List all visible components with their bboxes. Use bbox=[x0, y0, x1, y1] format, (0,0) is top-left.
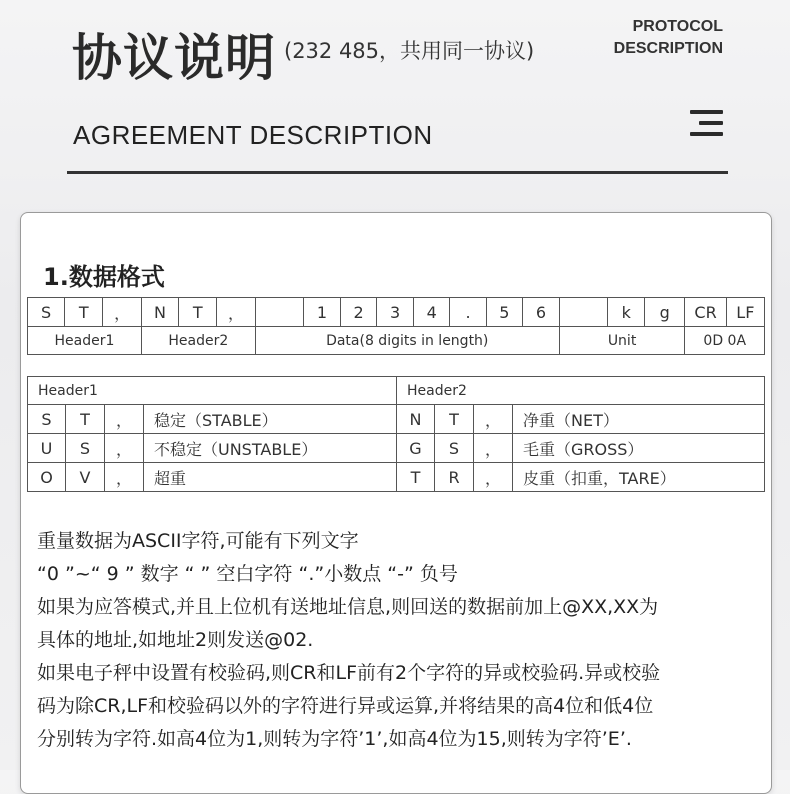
code-char: ， bbox=[105, 463, 144, 492]
code-char: ， bbox=[105, 434, 144, 463]
note-line: 如果为应答模式,并且上位机有送地址信息,则回送的数据前加上@XX,XX为 bbox=[37, 596, 659, 618]
code-description: 超重 bbox=[144, 463, 397, 492]
format-cell: ， bbox=[103, 298, 142, 327]
note-line: 具体的地址,如地址2则发送@02. bbox=[37, 629, 314, 651]
code-description: 不稳定（UNSTABLE） bbox=[144, 434, 397, 463]
format-cell: 4 bbox=[413, 298, 450, 327]
data-format-table bbox=[27, 297, 765, 355]
format-cell: CR bbox=[685, 298, 726, 327]
format-cell: k bbox=[608, 298, 645, 327]
format-cell bbox=[559, 298, 608, 327]
code-description: 皮重（扣重，TARE） bbox=[513, 463, 765, 492]
content-card bbox=[20, 212, 772, 794]
code-char: T bbox=[435, 405, 474, 434]
menu-icon-bar bbox=[690, 110, 723, 114]
label-header1: Header1 bbox=[28, 327, 142, 355]
code-char: R bbox=[435, 463, 474, 492]
label-unit: Unit bbox=[559, 327, 685, 355]
note-line: 重量数据为ASCII字符,可能有下列文字 bbox=[37, 530, 359, 552]
format-cell: LF bbox=[726, 298, 764, 327]
format-cell bbox=[255, 298, 303, 327]
format-cell: 5 bbox=[486, 298, 523, 327]
menu-icon[interactable] bbox=[690, 110, 723, 136]
page-subtitle: (232 485，共用同一协议) bbox=[284, 39, 535, 63]
note-line: “0 ”~“ 9 ” 数字 “ ” 空白字符 “.”小数点 “-” 负号 bbox=[37, 563, 458, 585]
header-codes-table bbox=[27, 376, 765, 492]
menu-icon-bar bbox=[699, 121, 723, 125]
code-char: O bbox=[28, 463, 66, 492]
format-label-row bbox=[28, 327, 765, 355]
code-char: U bbox=[28, 434, 66, 463]
code-char: S bbox=[66, 434, 105, 463]
header2-title: Header2 bbox=[397, 377, 765, 405]
header-codes-head bbox=[28, 377, 765, 405]
header-code-row bbox=[28, 463, 765, 492]
format-cell: T bbox=[179, 298, 217, 327]
code-char: T bbox=[397, 463, 435, 492]
format-cell: S bbox=[28, 298, 65, 327]
label-terminator: 0D 0A bbox=[685, 327, 765, 355]
format-cell: . bbox=[450, 298, 486, 327]
label-data: Data(8 digits in length) bbox=[255, 327, 559, 355]
code-char: T bbox=[66, 405, 105, 434]
code-char: ， bbox=[474, 405, 513, 434]
code-char: S bbox=[28, 405, 66, 434]
format-cell: T bbox=[65, 298, 103, 327]
note-line: 码为除CR,LF和校验码以外的字符进行异或运算,并将结果的高4位和低4位 bbox=[37, 695, 654, 717]
format-cell: 6 bbox=[523, 298, 560, 327]
code-description: 稳定（STABLE） bbox=[144, 405, 397, 434]
page-title: 协议说明 bbox=[72, 29, 276, 87]
note-line: 分别转为字符.如高4位为1,则转为字符’1’,如高4位为15,则转为字符’E’. bbox=[37, 728, 632, 750]
format-row bbox=[28, 298, 765, 327]
code-char: ， bbox=[474, 434, 513, 463]
header-code-row bbox=[28, 405, 765, 434]
code-char: G bbox=[397, 434, 435, 463]
protocol-description-label bbox=[614, 16, 723, 60]
code-description: 毛重（GROSS） bbox=[513, 434, 765, 463]
format-cell: 2 bbox=[340, 298, 377, 327]
code-description: 净重（NET） bbox=[513, 405, 765, 434]
notes-text bbox=[37, 525, 767, 756]
header-divider bbox=[67, 171, 728, 174]
section-title: 1.数据格式 bbox=[43, 263, 165, 291]
format-cell: 3 bbox=[377, 298, 414, 327]
format-cell: N bbox=[141, 298, 178, 327]
code-char: ， bbox=[105, 405, 144, 434]
code-char: S bbox=[435, 434, 474, 463]
description-line: DESCRIPTION bbox=[613, 40, 723, 57]
header-code-row bbox=[28, 434, 765, 463]
menu-icon-bar bbox=[690, 132, 723, 136]
note-line: 如果电子秤中设置有校验码,则CR和LF前有2个字符的异或校验码.异或校验 bbox=[37, 662, 661, 684]
header1-title: Header1 bbox=[28, 377, 397, 405]
code-char: N bbox=[397, 405, 435, 434]
protocol-line: PROTOCOL bbox=[632, 18, 723, 35]
format-cell: 1 bbox=[304, 298, 341, 327]
format-cell: ， bbox=[217, 298, 256, 327]
agreement-heading: AGREEMENT DESCRIPTION bbox=[73, 120, 433, 150]
label-header2: Header2 bbox=[141, 327, 255, 355]
code-char: ， bbox=[474, 463, 513, 492]
format-cell: g bbox=[645, 298, 685, 327]
code-char: V bbox=[66, 463, 105, 492]
